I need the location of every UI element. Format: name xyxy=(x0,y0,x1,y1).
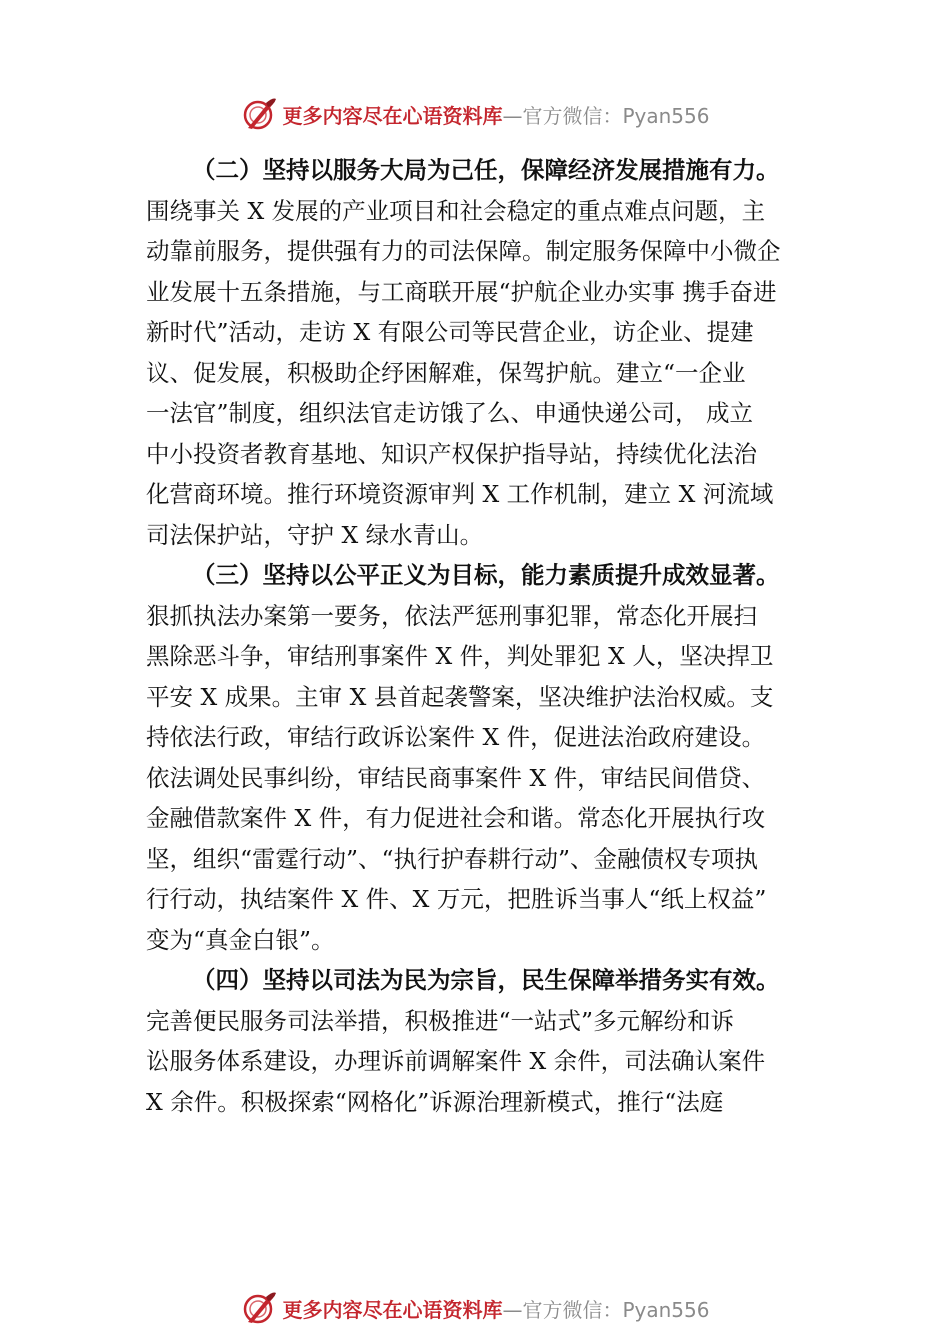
paragraph-line: 完善便民服务司法举措，积极推进“一站式”多元解纷和诉 xyxy=(146,1006,735,1035)
paragraph-line: X 余件。积极探索“网格化”诉源治理新模式，推行“法庭 xyxy=(146,1087,724,1116)
paragraph-line: 新时代”活动，走访 X 有限公司等民营企业，访企业、提建 xyxy=(146,318,754,346)
paragraph-line: 依法调处民事纠纷，审结民商事案件 X 件，审结民间借贷、 xyxy=(146,763,766,792)
paragraph-line: 持依法行政，审结行政诉讼案件 X 件，促进法治政府建设。 xyxy=(146,723,766,751)
paragraph-line: 平安 X 成果。主审 X 县首起袭警案，坚决维护法治权威。支 xyxy=(146,682,774,711)
section-heading-line: （二）坚持以服务大局为己任，保障经济发展措施有力。 xyxy=(192,156,780,184)
paragraph-line: 变为“真金白银”。 xyxy=(146,925,335,954)
watermark-wechat-text: —官方微信：Pyan556 xyxy=(502,1297,710,1322)
watermark-library-text: 更多内容尽在心语资料库 xyxy=(282,103,503,128)
footer-watermark xyxy=(0,1288,950,1328)
paragraph-line: 金融借款案件 X 件，有力促进社会和谐。常态化开展执行攻 xyxy=(146,804,766,832)
paragraph-line: 围绕事关 X 发展的产业项目和社会稳定的重点难点问题，主 xyxy=(146,196,766,225)
paragraph-line: 坚，组织“雷霆行动”、“执行护春耕行动”、金融债权专项执 xyxy=(146,844,759,873)
paragraph-line: 中小投资者教育基地、知识产权保护指导站，持续优化法治 xyxy=(146,439,757,468)
watermark-wechat-text: —官方微信：Pyan556 xyxy=(502,103,710,128)
quill-seal-icon xyxy=(240,95,278,133)
paragraph-line: 化营商环境。推行环境资源审判 X 工作机制，建立 X 河流域 xyxy=(146,480,774,508)
paragraph-line: 动靠前服务，提供强有力的司法保障。制定服务保障中小微企 xyxy=(146,237,781,265)
paragraph-line: 业发展十五条措施，与工商联开展“护航企业办实事 携手奋进 xyxy=(146,277,777,306)
header-watermark xyxy=(0,94,950,134)
paragraph-line: 狠抓执法办案第一要务，依法严惩刑事犯罪，常态化开展扫 xyxy=(146,601,757,630)
paragraph-line: 议、促发展，积极助企纾困解难，保驾护航。建立“一企业 xyxy=(146,358,746,387)
paragraph-line: 黑除恶斗争，审结刑事案件 X 件，判处罪犯 X 人，坚决捍卫 xyxy=(146,642,774,670)
section-heading-line: （三）坚持以公平正义为目标，能力素质提升成效显著。 xyxy=(192,561,780,589)
watermark-library-text: 更多内容尽在心语资料库 xyxy=(282,1297,503,1322)
quill-seal-icon xyxy=(240,1289,278,1327)
document-body xyxy=(146,150,818,1122)
paragraph-line: 讼服务体系建设，办理诉前调解案件 X 余件，司法确认案件 xyxy=(146,1047,766,1075)
paragraph-line: 行行动，执结案件 X 件、X 万元，把胜诉当事人“纸上权益” xyxy=(146,885,767,913)
section-heading-line: （四）坚持以司法为民为宗旨，民生保障举措务实有效。 xyxy=(192,966,780,994)
paragraph-line: 司法保护站，守护 X 绿水青山。 xyxy=(146,520,484,549)
paragraph-line: 一法官”制度，组织法官走访饿了么、申通快递公司， 成立 xyxy=(146,399,753,427)
